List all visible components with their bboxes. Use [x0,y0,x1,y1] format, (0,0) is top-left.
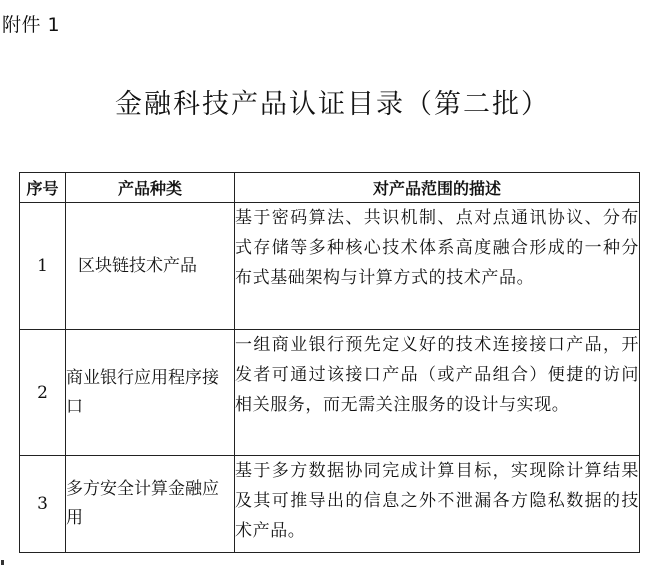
row-description: 基于密码算法、共识机制、点对点通讯协议、分布式存储等多种核心技术体系高度融合形成的一种分布式基础架构与计算方式的技术产品。 [235,203,640,330]
document-title: 金融科技产品认证目录（第二批） [115,89,550,120]
certification-catalog-table [19,172,640,553]
row-description: 基于多方数据协同完成计算目标，实现除计算结果及其可推导出的信息之外不泄漏各方隐私数据的技术产品。 [235,456,640,553]
attachment-label: 附件 1 [2,14,61,36]
table-row [20,330,640,456]
header-index: 序号 [20,173,66,203]
table-header-row [20,173,640,203]
header-description: 对产品范围的描述 [235,173,640,203]
row-category: 商业银行应用程序接口 [66,330,235,456]
row-index: 3 [20,456,66,553]
row-index: 1 [20,203,66,330]
row-description: 一组商业银行预先定义好的技术连接接口产品，开发者可通过该接口产品（或产品组合）便捷的访问相关服务，而无需关注服务的设计与实现。 [235,330,640,456]
row-index: 2 [20,330,66,456]
page-edge-mark [1,560,4,565]
header-category: 产品种类 [66,173,235,203]
table-row [20,456,640,553]
table-row [20,203,640,330]
row-category: 多方安全计算金融应用 [66,456,235,553]
row-category: 区块链技术产品 [66,203,235,330]
